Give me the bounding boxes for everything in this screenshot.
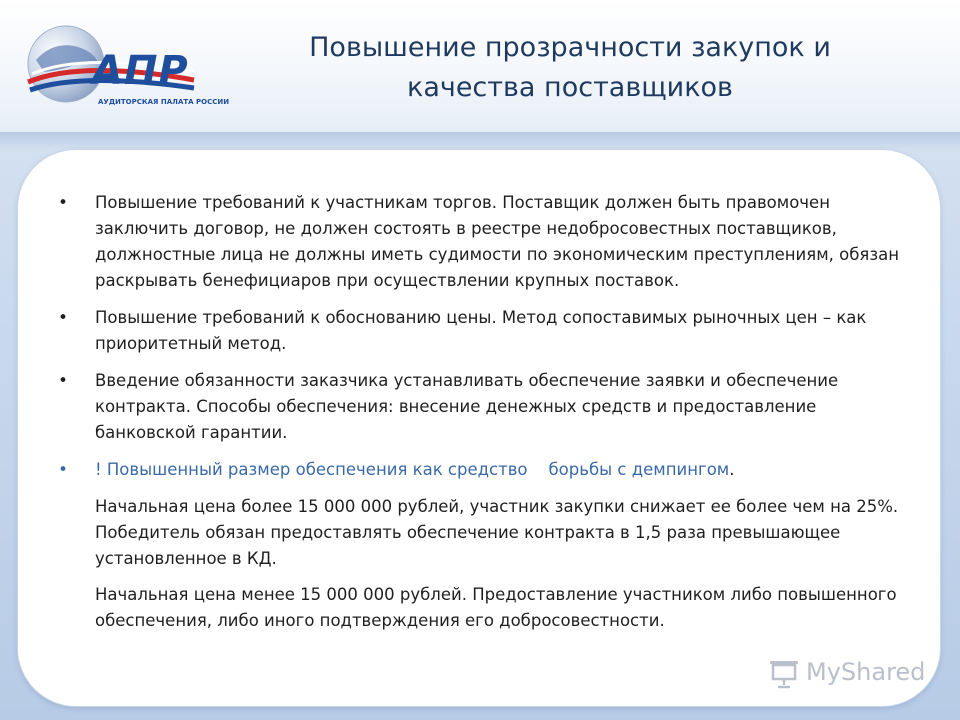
bullet-icon: • <box>58 308 68 327</box>
apr-logo <box>22 20 230 116</box>
list-item-trail: . <box>729 460 735 479</box>
myshared-watermark <box>768 656 928 692</box>
slide-title <box>260 28 880 108</box>
bullet-icon: • <box>58 371 68 390</box>
list-item-text: Повышение требований к участникам торгов. Поставщик должен быть правомочен заключить договор, не должен состоять в реестре недобросовестных поставщиков, должностные лица не должны иметь судимости по экономическим преступлениям, обязан раскрывать бенефициаров при осуществлении крупных поставок. <box>95 193 900 290</box>
sub-paragraph: Начальная цена более 15 000 000 рублей, участник закупки снижает ее более чем на 25%. Победитель обязан предоставлять обеспечение контракта в 1,5 раза превышающее установленное в КД. <box>95 497 899 568</box>
list-item <box>58 368 915 446</box>
sub-paragraph: Начальная цена менее 15 000 000 рублей. Предоставление участником либо повышенного обеспечения, либо иного подтверждения его добросовестности. <box>95 585 897 630</box>
watermark-text: MyShared <box>806 658 926 686</box>
list-item <box>58 190 915 294</box>
list-item-text: ! Повышенный размер обеспечения как средство борьбы с демпингом <box>95 460 730 479</box>
header-divider <box>0 132 960 150</box>
logo-text: АПР <box>92 48 189 94</box>
list-item <box>58 305 915 357</box>
title-line-1: Повышение прозрачности закупок и <box>309 32 831 63</box>
list-item-highlight <box>58 457 915 483</box>
list-item-text: Введение обязанности заказчика устанавливать обеспечение заявки и обеспечение контракта. Способы обеспечения: внесение денежных средств и предоставление банковской гарантии. <box>95 371 839 442</box>
bullet-list <box>58 190 915 644</box>
bullet-icon: • <box>58 460 68 479</box>
projector-screen-icon <box>768 659 800 689</box>
list-item-text: Повышение требований к обоснованию цены. Метод сопоставимых рыночных цен – как приоритетный метод. <box>95 308 867 353</box>
bullet-icon: • <box>58 193 68 212</box>
title-line-2: качества поставщиков <box>407 72 733 103</box>
logo-subtitle: АУДИТОРСКАЯ ПАЛАТА РОССИИ <box>98 98 230 106</box>
